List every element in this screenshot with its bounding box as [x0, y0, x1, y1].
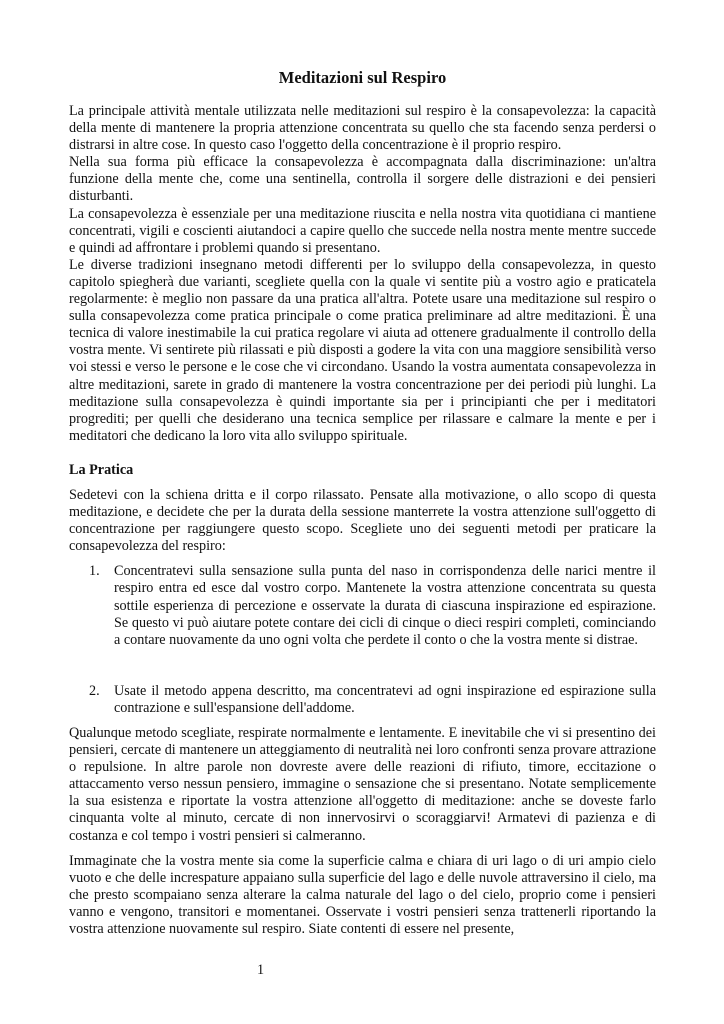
- intro-paragraph-3: La consapevolezza è essenziale per una meditazione riuscita e nella nostra vita quotidiana ci mantiene concentrati, vigili e coscienti aiutandoci a capire quello che succede nella nostra mente mentre succede e quindi ad affrontare i problemi quando si presentano.: [69, 205, 656, 256]
- list-item: [69, 563, 656, 648]
- closing-paragraph-2: Immaginate che la vostra mente sia come la superficie calma e chiara di uri lago o di uri ampio cielo vuoto e che delle increspature appaiano sulla superficie del lago e delle nuvole attraversino il cielo, ma che presto scompaiano senza alterare la calma naturale del lago o del cielo, proprio come i pensieri vanno e vengono, transitori e momentanei. Osservate i vostri pensieri senza trattenerli riportando la vostra attenzione nuovamente sul respiro. Siate contenti di essere nel presente,: [69, 852, 656, 938]
- list-item-text: Usate il metodo appena descritto, ma concentratevi ad ogni inspirazione ed espirazione sulla contrazione e sull'espansione dell'addome.: [114, 682, 656, 716]
- page-number: 1: [257, 962, 265, 978]
- intro-paragraph-1: La principale attività mentale utilizzata nelle meditazioni sul respiro è la consapevolezza: la capacità della mente di mantenere la propria attenzione concentrata su quello che sta facendo senza perdersi o distrarsi in altre cose. In questo caso l'oggetto della concentrazione è il proprio respiro.: [69, 103, 656, 154]
- closing-paragraph-1: Qualunque metodo scegliate, respirate normalmente e lentamente. E inevitabile che vi si presentino dei pensieri, cercate di mantenere un atteggiamento di neutralità nei loro confronti senza provare attrazione o repulsione. In altre parole non dovreste avere delle reazioni di rifiuto, timore, eccitazione o attaccamento verso nessun pensiero, immagine o sensazione che si presentano. Notate semplicemente la sua esistenza e riportate la vostra attenzione all'oggetto di meditazione: anche se doveste farlo cinquanta volte al minuto, cercate di non innervosirvi o scoraggiarvi! Armatevi di pazienza e di costanza e col tempo i vostri pensieri si calmeranno.: [69, 725, 656, 844]
- list-item-number: 1.: [89, 563, 100, 580]
- list-item-text: Concentratevi sulla sensazione sulla punta del naso in corrispondenza delle narici mentre il respiro entra ed esce dal vostro corpo. Mantenete la vostra attenzione concentrata su questa sottile esperienza di percezione e osservate la durata di ciascuna inspirazione ed espirazione. Se questo vi può aiutare potete contare dei cicli di cinque o dieci respiri completi, cominciando a contare nuovamente da uno ogni volta che perdete il conto o che la vostra mente si distrae.: [114, 563, 656, 648]
- methods-list: [69, 563, 656, 717]
- document-body: [69, 103, 656, 938]
- intro-paragraph-2: Nella sua forma più efficace la consapevolezza è accompagnata dalla discriminazione: un'altra funzione della mente che, come una sentinella, controlla il sorgere delle distrazioni e dei pensieri disturbanti.: [69, 154, 656, 205]
- intro-paragraph-4: Le diverse tradizioni insegnano metodi differenti per lo sviluppo della consapevolezza, in questo capitolo spiegherà due varianti, scegliete quella con la quale vi sentite più a vostro agio e praticatela regolarmente: è meglio non passare da una pratica all'altra. Potete usare una meditazione sul respiro o sulla consapevolezza come pratica principale o come pratica preliminare ad altre meditazioni. È una tecnica di valore inestimabile la cui pratica regolare vi aiuta ad ottenere gradualmente il controllo della vostra mente. Vi sentirete più rilassati e più disposti a godere la vita con una maggiore sensibilità verso voi stessi e verso le persone e le cose che vi circondano. Usando la vostra aumentata consapevolezza in altre meditazioni, sarete in grado di mantenere la vostra concentrazione per dei periodi più lunghi. La meditazione sulla consapevolezza è quindi importante sia per i principianti che per i meditatori progrediti; per quelli che desiderano una tecnica semplice per rilassare e calmare la mente e per i meditatori che dedicano la loro vita allo sviluppo spirituale.: [69, 256, 656, 444]
- practice-intro-paragraph: Sedetevi con la schiena dritta e il corpo rilassato. Pensate alla motivazione, o allo scopo di questa meditazione, e decidete che per la durata della sessione manterrete la vostra attenzione sull'oggetto di concentrazione per raggiungere questo scopo. Scegliete uno dei seguenti metodi per praticare la consapevolezza del respiro:: [69, 486, 656, 555]
- list-item: [69, 683, 656, 717]
- section-heading-la-pratica: La Pratica: [69, 461, 134, 478]
- page-title: Meditazioni sul Respiro: [278, 68, 447, 87]
- list-item-number: 2.: [89, 682, 100, 699]
